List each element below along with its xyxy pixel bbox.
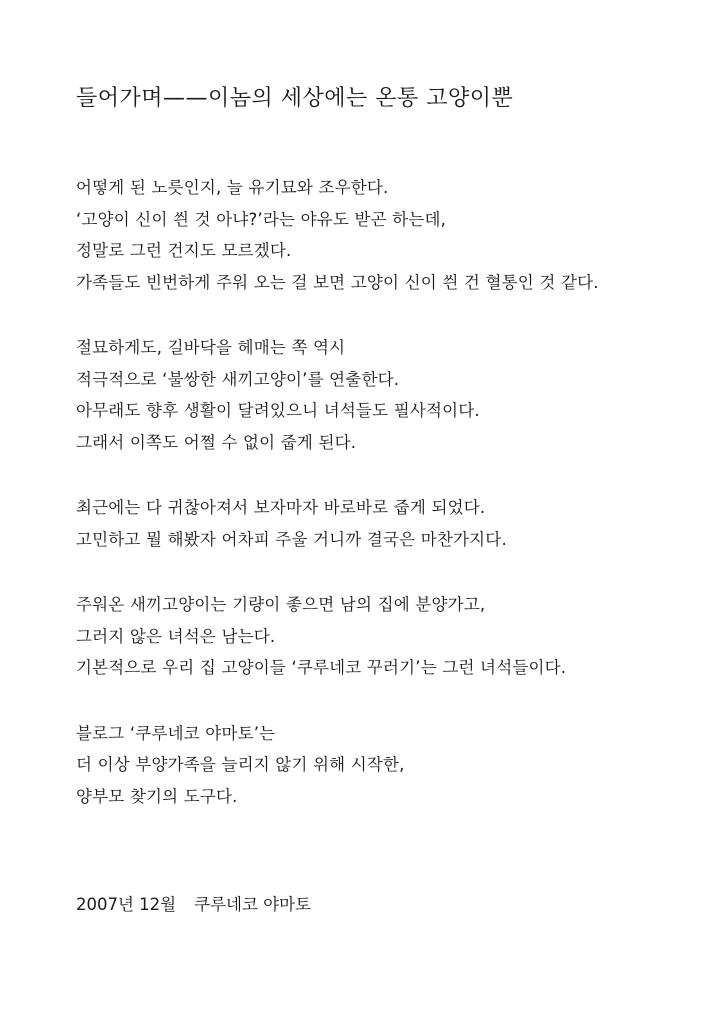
paragraph-5 [76, 718, 676, 813]
paragraph-line: 절묘하게도, 길바닥을 헤매는 쪽 역시 [76, 338, 346, 357]
paragraph-line: 더 이상 부양가족을 늘리지 않기 위해 시작한, [76, 755, 405, 774]
paragraph-line: 가족들도 빈번하게 주워 오는 걸 보면 고양이 신이 씐 건 혈통인 것 같다. [76, 272, 599, 292]
paragraph-1 [76, 172, 676, 298]
signature-date: 2007년 12월 [76, 895, 177, 914]
page-title: 들어가며——이놈의 세상에는 온통 고양이뿐 [76, 86, 514, 111]
paragraph-line: 주워온 새끼고양이는 기량이 좋으면 남의 집에 분양가고, [76, 595, 486, 614]
paragraph-line: ‘고양이 신이 씐 것 아냐?’라는 야유도 받곤 하는데, [76, 209, 447, 229]
paragraph-line: 아무래도 향후 생활이 달려있으니 녀석들도 필사적이다. [76, 401, 480, 420]
paragraph-3 [76, 492, 676, 555]
paragraph-line: 적극적으로 ‘불쌍한 새끼고양이’를 연출한다. [76, 369, 400, 389]
paragraph-line: 블로그 ‘쿠루네코 야마토’는 [76, 723, 276, 743]
paragraph-line: 그러지 않은 녀석은 남는다. [76, 626, 276, 646]
paragraph-line: 양부모 찾기의 도구다. [76, 786, 238, 806]
paragraph-line: 그래서 이쪽도 어쩔 수 없이 줍게 된다. [76, 432, 357, 452]
body-text [76, 172, 676, 846]
paragraph-line: 어떻게 된 노릇인지, 늘 유기묘와 조우한다. [76, 178, 389, 197]
signature [76, 890, 311, 920]
paragraph-line: 기본적으로 우리 집 고양이들 ‘쿠루네코 꾸러기’는 그런 녀석들이다. [76, 658, 567, 677]
paragraph-4 [76, 589, 676, 684]
paragraph-line: 정말로 그런 건지도 모르겠다. [76, 241, 292, 260]
paragraph-line: 최근에는 다 귀찮아져서 보자마자 바로바로 줍게 되었다. [76, 498, 486, 517]
signature-author: 쿠루네코 야마토 [194, 895, 311, 914]
paragraph-line: 고민하고 뭘 해봤자 어차피 주울 거니까 결국은 마찬가지다. [76, 529, 507, 549]
paragraph-2 [76, 332, 676, 458]
